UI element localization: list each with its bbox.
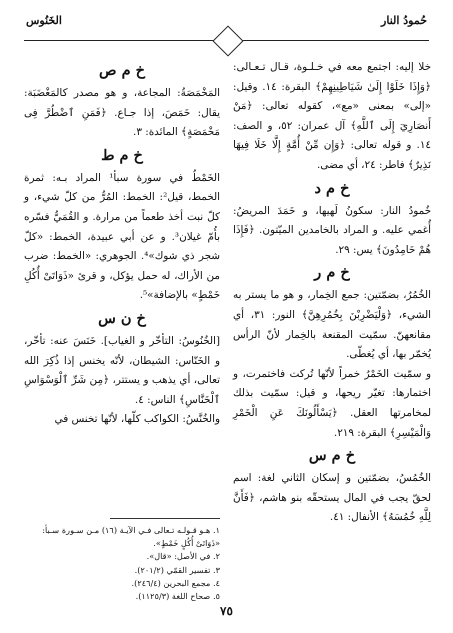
right-column — [233, 58, 431, 528]
entry-paragraph: خلا إليه: اجتمع معه في خـلـوة، قـال تـعـالى: ﴿وَإِذَا خَلَوْا إِلَىٰ شَيَاطِينِهِمْ﴾ البقرة: ١٤. وقيل: «إلى» بمعنى «مع»، كقوله تعالى: ﴿مَنْ أَنصَارِيٓ إِلَى ٱللَّهِ﴾ آل عمران: ٥٢، و الصف: ١٤. و قوله تعالى: ﴿وَإِن مِّنْ أُمَّةٍ إِلَّا خَلَا فِيهَا نَذِيرٌ﴾ فاطر: ٢٤، أي مضى. — [233, 61, 431, 171]
running-header-left: الخَنُوس — [26, 14, 62, 27]
entry-paragraph: و سمّيت الخَمْرُ خمراً لأنّها تُركت فاختمرت، و اختمارها: تغيّر ريحها، و قيل: سمّيت بذلك لمخامرتها العقل. ﴿يَسْأَلُونَكَ عَنِ الْخَمْرِ وَالْمَيْسِرِ﴾ البقرة: ٢١٩. — [233, 367, 431, 439]
page-number: ٧٥ — [220, 604, 233, 618]
entry-paragraph: الخُمُسُ، بضمّتين و إسكان الثاني لغة: اسم لحقّ يجب في المال يستحقّه بنو هاشم، ﴿فَأَنَّ لِلَّهِ خُمُسَهُ﴾ الأنفال: ٤١. — [233, 472, 431, 524]
footnote-separator — [110, 518, 220, 519]
running-header-right: حُمودُ النار — [381, 14, 427, 27]
footnote: ٣. تفسير القمّي (٢٠١/٢). — [134, 564, 220, 575]
footnotes — [24, 524, 220, 603]
footnote: ٢. في الأصل: «قال». — [146, 551, 220, 562]
entry-paragraph: خُمودُ النار: سكونُ لَهيها، و خَمَدَ المريضُ: أُغمي عليه. و المراد بالخامدين الميّتون. ﴿فَإِذَا هُمْ خَامِدُونَ﴾ يس: ٢٩. — [233, 204, 431, 256]
entry-heading: خ م ر — [314, 264, 350, 282]
entry-heading: خ م ط — [101, 146, 143, 164]
footnote: ٤. مجمع البحرين (٢٤٦/٤). — [131, 577, 220, 588]
footnote: ٥. صحاح اللغة (١١٢٥/٣). — [135, 591, 220, 602]
entry-heading: خ م س — [308, 447, 356, 465]
left-column — [24, 58, 220, 430]
entry-paragraph: [الخُنُوسُ: التأخّر و الغياب]. خَنَسَ عنه: تأخّر، و الخَنّاس: الشيطان، لأنّه يخنس إذا ذُكِرَ الله تعالى، أي يذهب و يستتر، ﴿مِن شَرِّ ٱلْوَسْوَاسِ ٱلْخَنَّاسِ﴾ الناس: ٤. — [24, 334, 220, 406]
entry-paragraph: المَخْمَصَةُ: المجاعة، و هو مصدر كالمَغْضَبَة: يقال: خَمَصَ، إذا جـاع. ﴿فَمَنِ ٱضْطُرَّ فِى مَخْمَصَةٍ﴾ المائدة: ٣. — [24, 87, 220, 139]
footnote: ١. هـو قـولـه تـعالى فـي الآيـة (١٦) مـن سـورة سـبأ: «ذَوَاتَىْ أُكُلٍ خَمْطٍ». — [42, 525, 220, 549]
diamond-ornament-icon — [212, 25, 243, 56]
entry-heading: خ م د — [314, 179, 350, 197]
entry-paragraph: والخُنَّسُ: الكواكب كلّها، لأنّها تخنس في — [54, 413, 220, 426]
entry-paragraph: الخُمُرُ، بضمّتين: جمع الخِمار، و هو ما يستر به الشيء، ﴿وَلْيَضْرِبْنَ بِخُمُرِهِنَّ﴾ النور: ٣١، أي مقانعهنّ. سمّيت المقنعة بالخِمار لأنّ الرأس يُخمّر بها، أي يُغطّى. — [233, 289, 431, 361]
entry-heading: خ ن س — [98, 309, 146, 327]
entry-paragraph: الخَمْطُ في سورة سبأ¹ المراد بـه: ثمرة الخمط، قيل²: الخمط: المُرُّ من كلّ شيء، و كلّ نبت أخذ طعماً من مرارة. و القُمَيُّ فسّره بأُمّ غيلان³. و عن أبي عبيدة، الخمط: «كلّ شجر ذي شوك»⁴. الجوهري: «الخمط: ضرب من الأراك، له حمل يؤكل، و قرئ «ذَوَاتَىْ أُكُلِ خَمْطٍ» بالإضافة»⁵. — [24, 171, 221, 302]
entry-heading: خ م ص — [99, 62, 145, 79]
